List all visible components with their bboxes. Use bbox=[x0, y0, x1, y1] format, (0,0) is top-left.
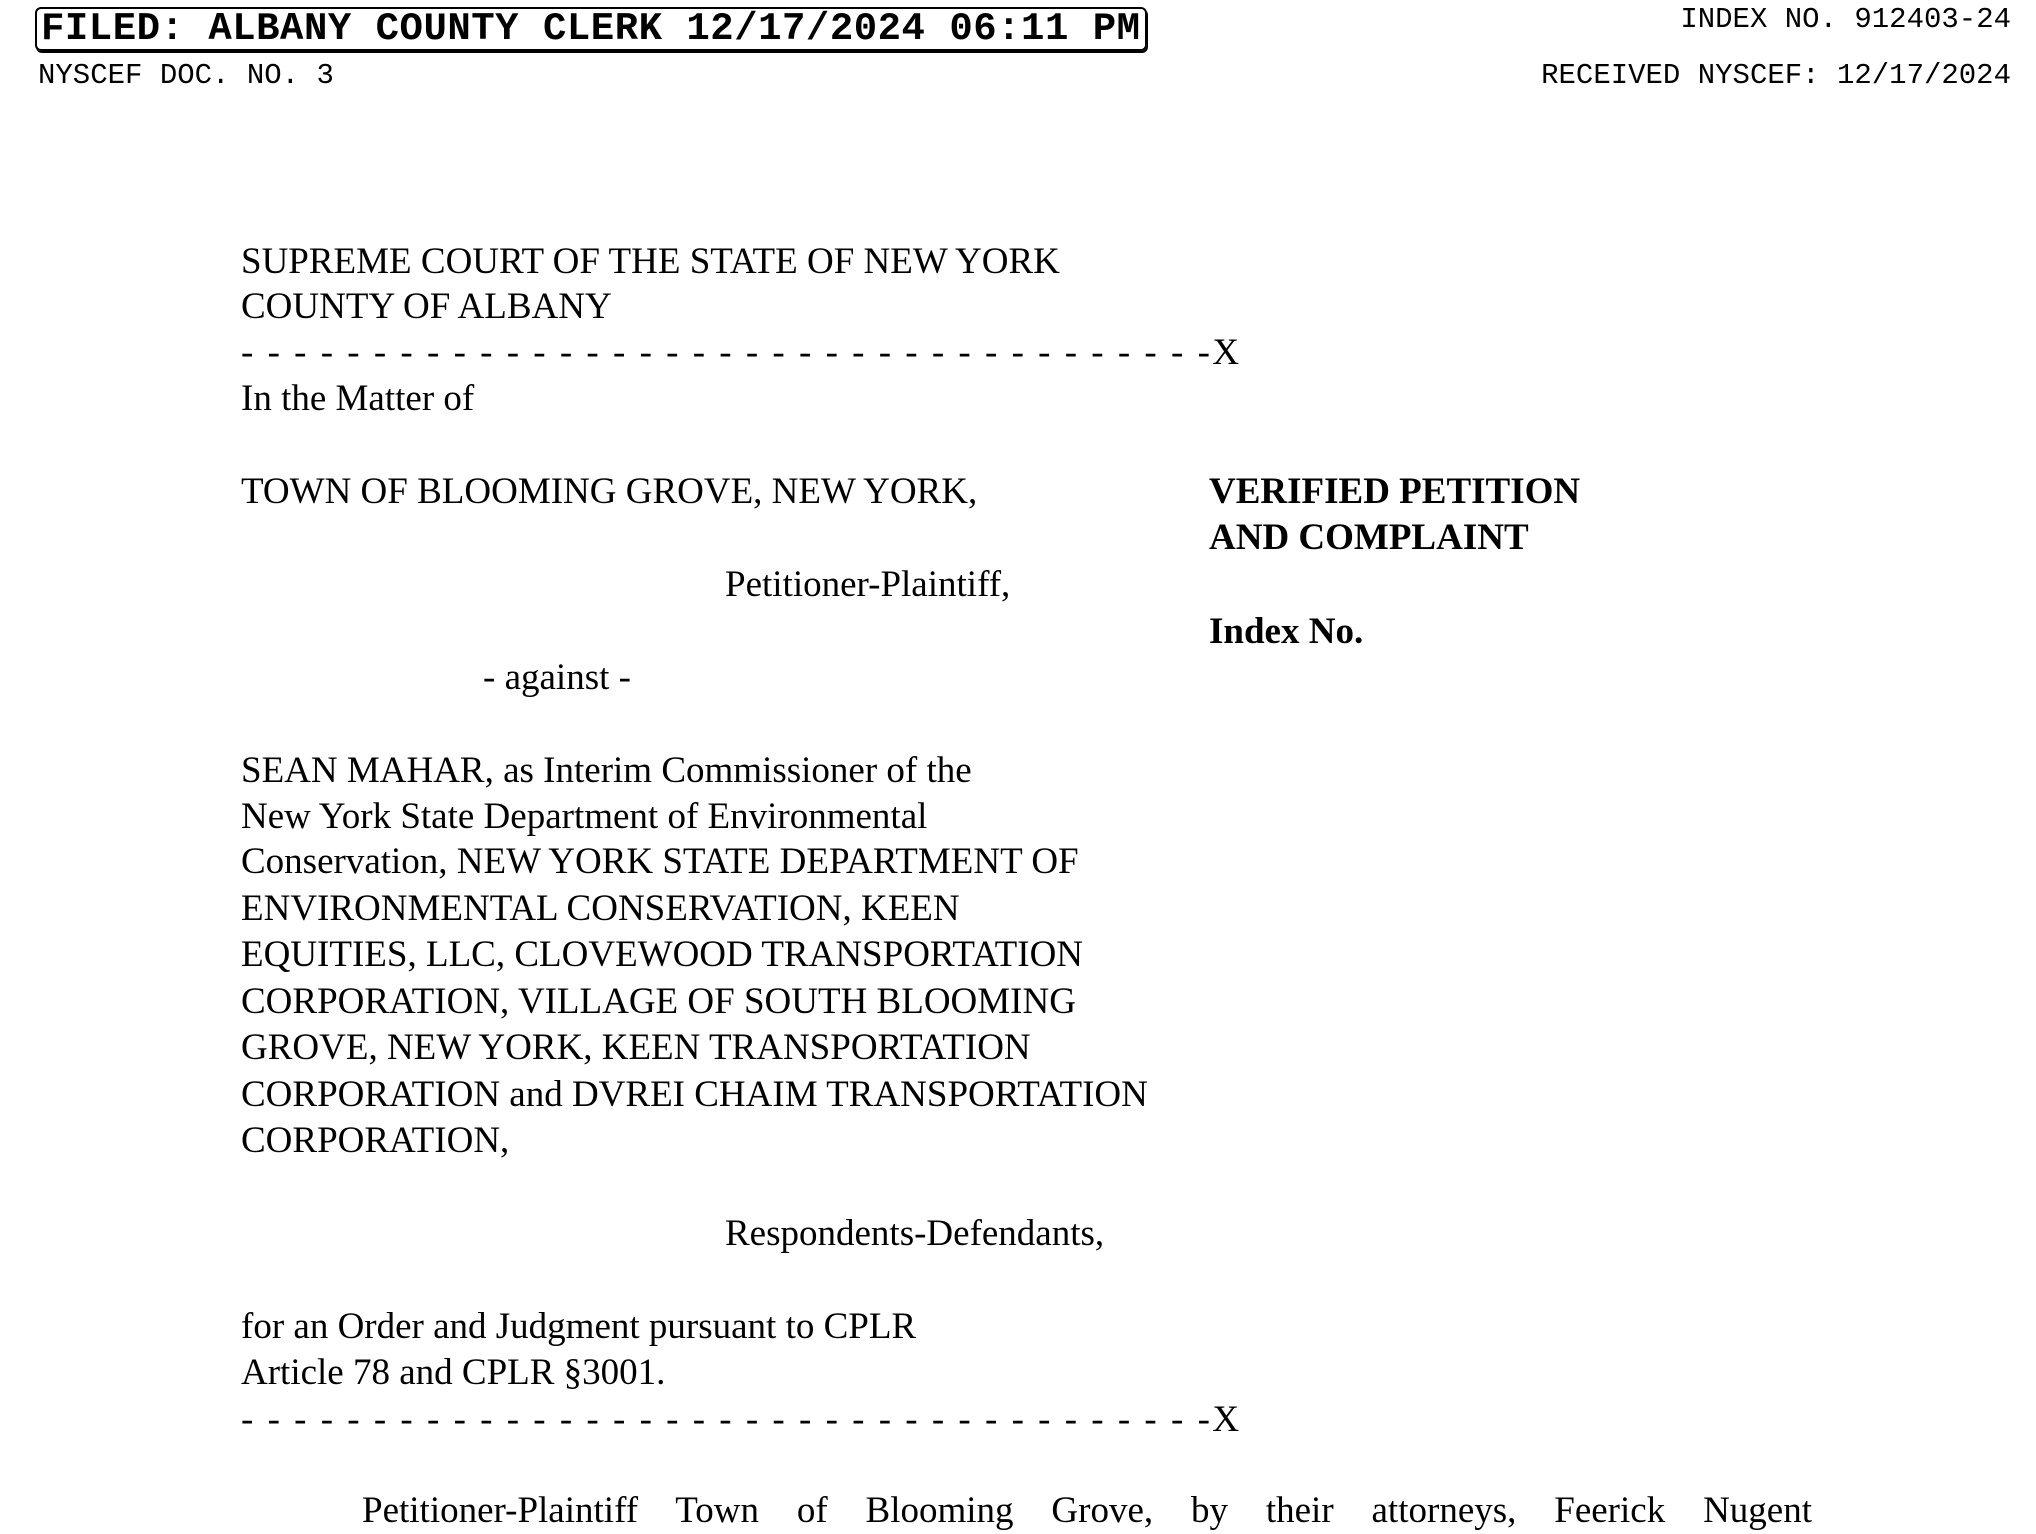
county-name: COUNTY OF ALBANY bbox=[241, 286, 612, 327]
doc-number: NYSCEF DOC. NO. 3 bbox=[38, 59, 334, 92]
respondent-line: CORPORATION and DVREI CHAIM TRANSPORTATION bbox=[241, 1074, 1148, 1115]
purpose-line: Article 78 and CPLR §3001. bbox=[241, 1352, 666, 1393]
respondent-line: SEAN MAHAR, as Interim Commissioner of the bbox=[241, 750, 972, 791]
court-name: SUPREME COURT OF THE STATE OF NEW YORK bbox=[241, 241, 1060, 282]
respondent-line: CORPORATION, bbox=[241, 1120, 510, 1161]
body-paragraph: Petitioner-Plaintiff Town of Blooming Grove, by their attorneys, Feerick Nugent bbox=[362, 1490, 1812, 1531]
caption-separator: - - - - - - - - - - - - - - - - - - - - - - - - - - - - - - - - - - - - -X bbox=[241, 332, 1242, 373]
against-label: - against - bbox=[483, 657, 631, 698]
caption-separator: - - - - - - - - - - - - - - - - - - - - - - - - - - - - - - - - - - - - -X bbox=[241, 1399, 1242, 1440]
respondent-line: EQUITIES, LLC, CLOVEWOOD TRANSPORTATION bbox=[241, 934, 1084, 975]
respondent-line: CORPORATION, VILLAGE OF SOUTH BLOOMING bbox=[241, 981, 1076, 1022]
purpose-line: for an Order and Judgment pursuant to CPLR bbox=[241, 1306, 917, 1347]
respondent-line: ENVIRONMENTAL CONSERVATION, KEEN bbox=[241, 888, 960, 929]
matter-label: In the Matter of bbox=[241, 378, 475, 419]
index-number: INDEX NO. 912403-24 bbox=[1680, 3, 2011, 36]
document-title-line-2: AND COMPLAINT bbox=[1209, 517, 1529, 558]
received-date: RECEIVED NYSCEF: 12/17/2024 bbox=[1541, 59, 2011, 92]
petitioner-role: Petitioner-Plaintiff, bbox=[725, 564, 1011, 605]
petitioner-name: TOWN OF BLOOMING GROVE, NEW YORK, bbox=[241, 471, 978, 512]
index-label: Index No. bbox=[1209, 611, 1364, 652]
respondent-line: Conservation, NEW YORK STATE DEPARTMENT OF bbox=[241, 841, 1079, 882]
filing-stamp: FILED: ALBANY COUNTY CLERK 12/17/2024 06:11 PM bbox=[35, 7, 1147, 51]
respondent-line: New York State Department of Environmental bbox=[241, 796, 928, 837]
document-title-line-1: VERIFIED PETITION bbox=[1209, 471, 1581, 512]
respondent-line: GROVE, NEW YORK, KEEN TRANSPORTATION bbox=[241, 1027, 1031, 1068]
respondents-role: Respondents-Defendants, bbox=[725, 1213, 1105, 1254]
